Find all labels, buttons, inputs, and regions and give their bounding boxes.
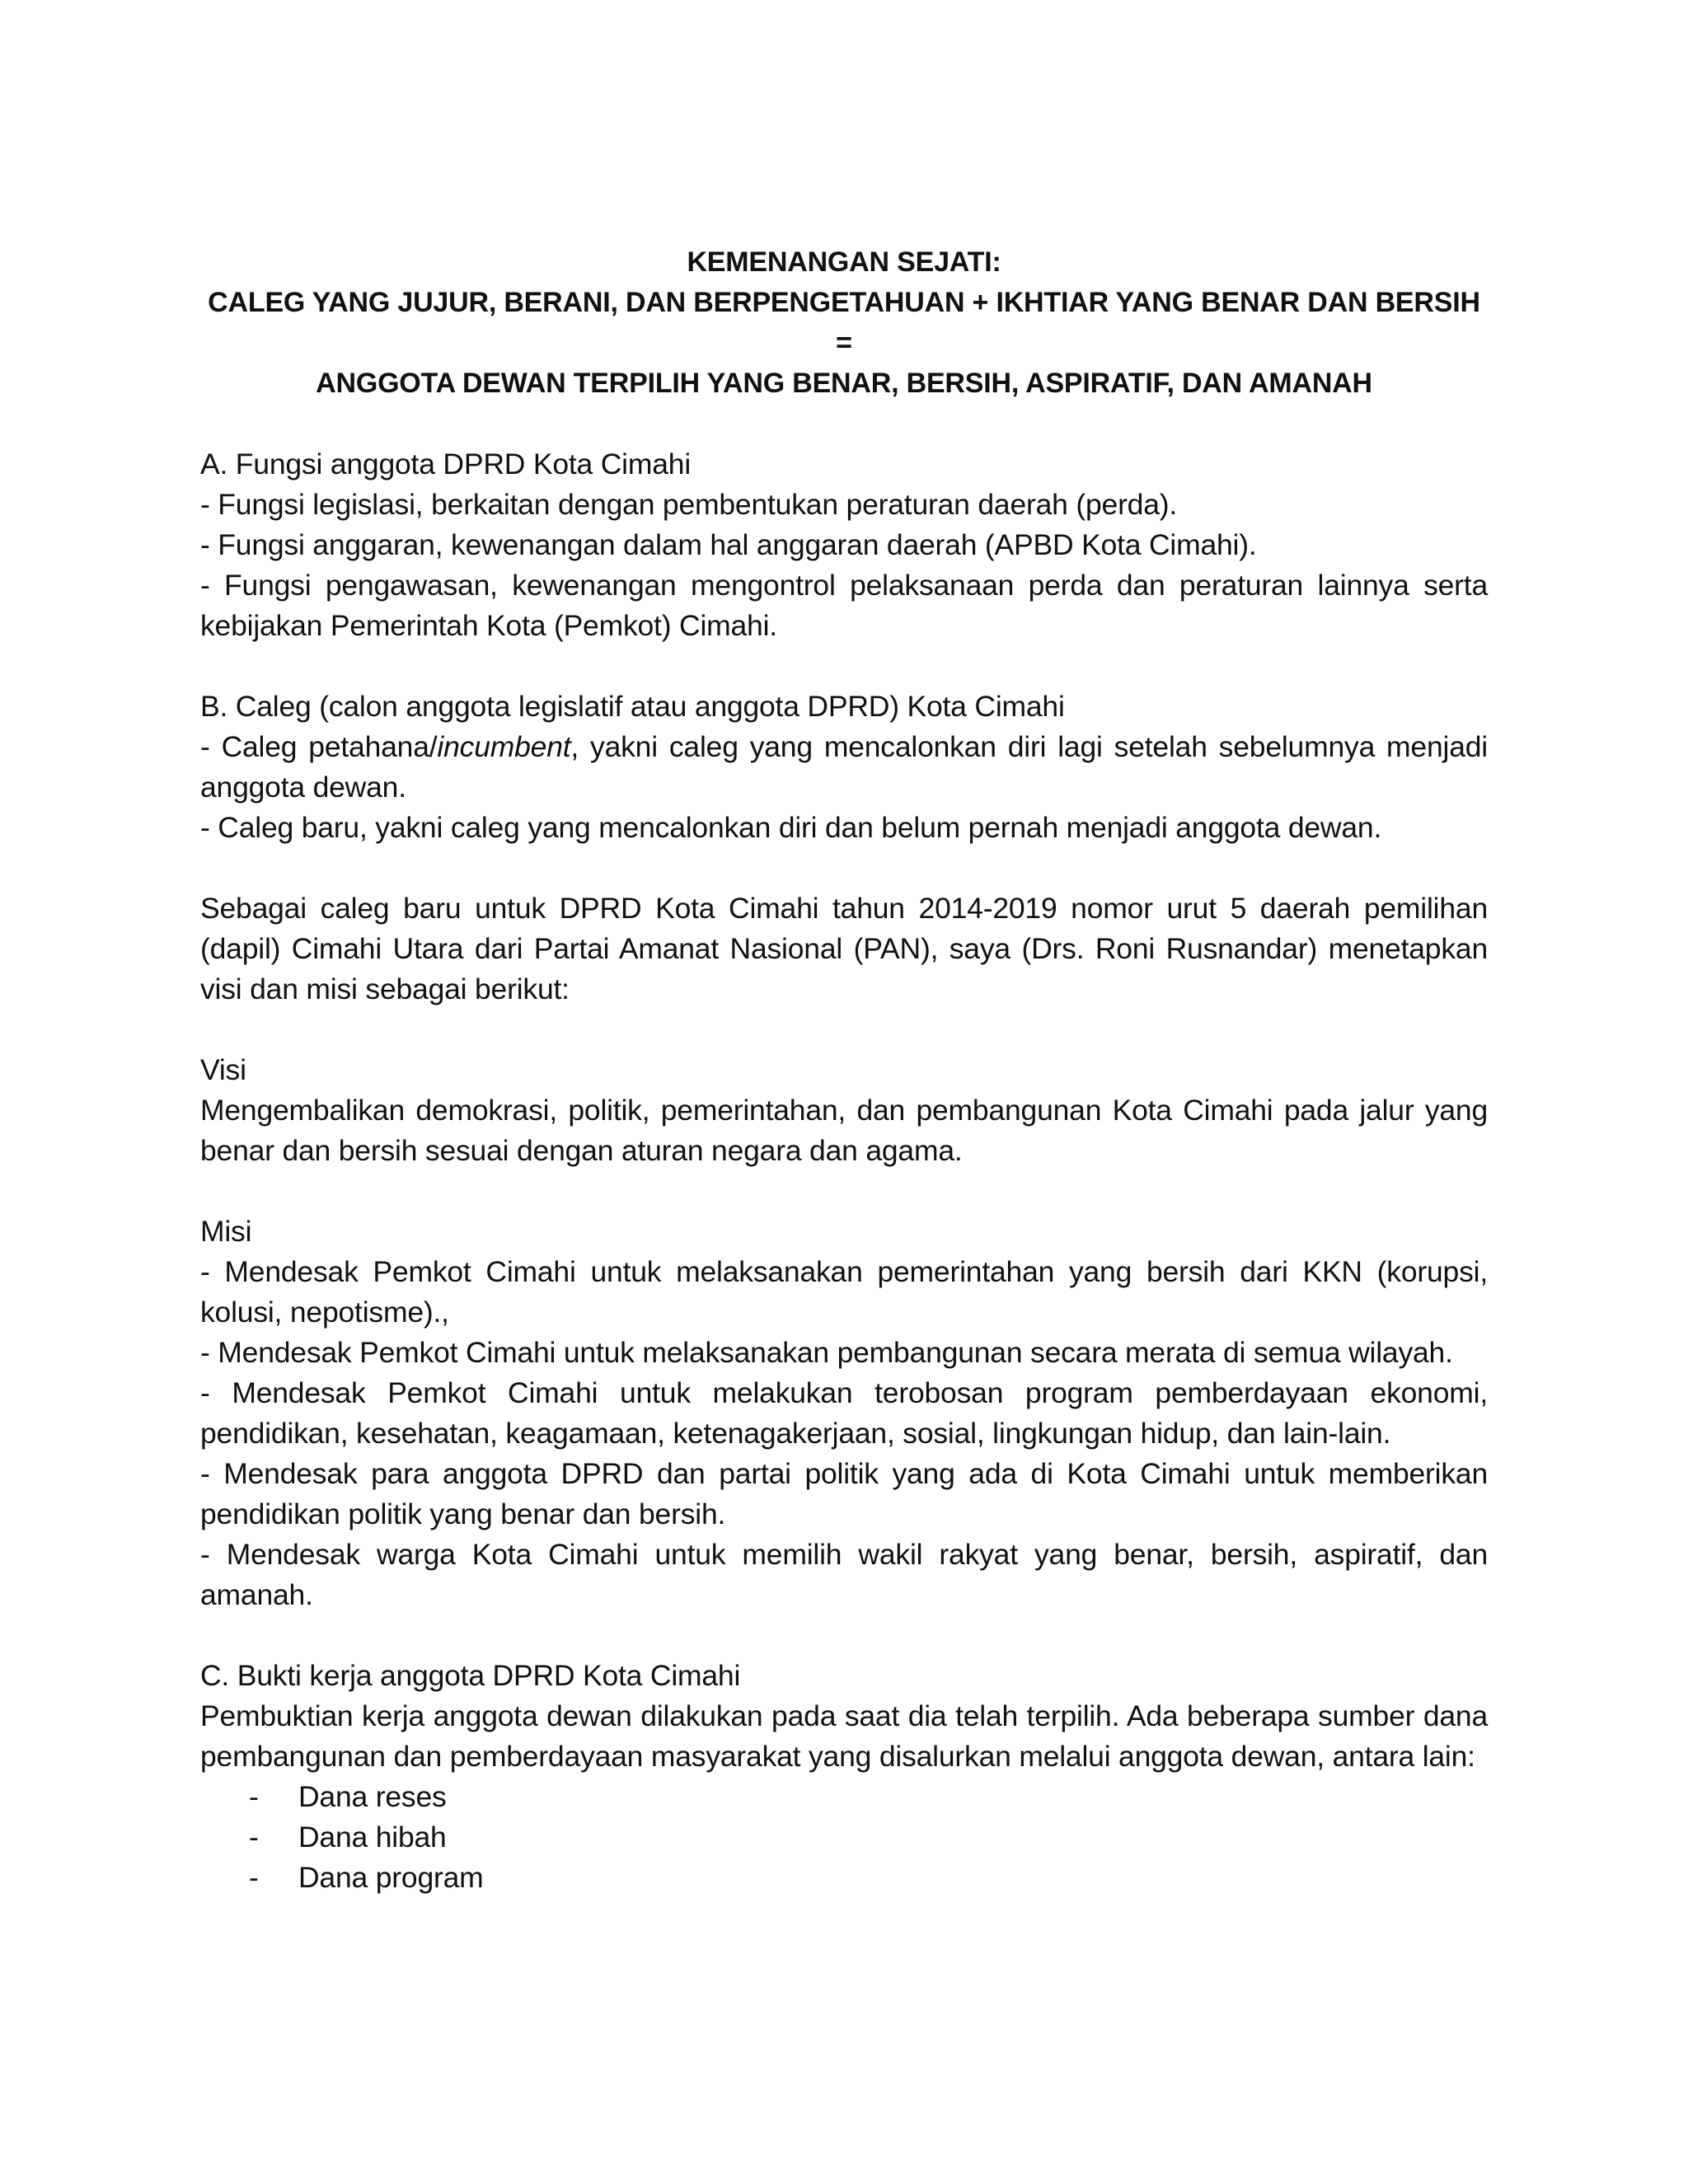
misi-item: - Mendesak Pemkot Cimahi untuk melaksanakan pemerintahan yang bersih dari KKN (korupsi, kolusi, nepotisme)., bbox=[200, 1255, 1488, 1329]
document-title-line-3: ANGGOTA DEWAN TERPILIH YANG BENAR, BERSIH, ASPIRATIF, DAN AMANAH bbox=[316, 368, 1372, 399]
intro-paragraph: Sebagai caleg baru untuk DPRD Kota Cimahi tahun 2014-2019 nomor urut 5 daerah pemilihan (dapil) Cimahi Utara dari Partai Amanat Nasional (PAN), saya (Drs. Roni Rusnandar) menetapkan visi dan misi sebagai berikut: bbox=[200, 892, 1488, 1005]
document-page bbox=[200, 242, 1488, 1898]
misi-item: - Mendesak warga Kota Cimahi untuk memilih wakil rakyat yang benar, bersih, aspiratif, dan amanah. bbox=[200, 1538, 1488, 1611]
document-title-line-2: CALEG YANG JUJUR, BERANI, DAN BERPENGETAHUAN + IKHTIAR YANG BENAR DAN BERSIH = bbox=[208, 287, 1480, 359]
section-c-heading: C. Bukti kerja anggota DPRD Kota Cimahi bbox=[200, 1659, 741, 1692]
misi-section bbox=[200, 1212, 1488, 1615]
list-dash: - bbox=[249, 1861, 259, 1894]
visi-text: Mengembalikan demokrasi, politik, pemerintahan, dan pembangunan Kota Cimahi pada jalur yang benar dan bersih sesuai dengan aturan negara dan agama. bbox=[200, 1094, 1488, 1167]
spacer bbox=[200, 1171, 1488, 1212]
section-b bbox=[200, 687, 1488, 848]
section-b-item-incumbent bbox=[200, 727, 1488, 808]
section-a-item: - Fungsi anggaran, kewenangan dalam hal anggaran daerah (APBD Kota Cimahi). bbox=[200, 528, 1257, 561]
section-a-item: - Fungsi pengawasan, kewenangan mengontrol pelaksanaan perda dan peraturan lainnya serta kebijakan Pemerintah Kota (Pemkot) Cimahi. bbox=[200, 569, 1488, 642]
visi-heading: Visi bbox=[200, 1053, 246, 1086]
spacer bbox=[200, 848, 1488, 888]
section-a-item: - Fungsi legislasi, berkaitan dengan pembentukan peraturan daerah (perda). bbox=[200, 488, 1178, 521]
spacer bbox=[200, 646, 1488, 687]
misi-item: - Mendesak para anggota DPRD dan partai politik yang ada di Kota Cimahi untuk memberikan pendidikan politik yang benar dan bersih. bbox=[200, 1457, 1488, 1530]
list-item-label: Dana hibah bbox=[298, 1821, 447, 1854]
list-item-label: Dana reses bbox=[298, 1780, 447, 1813]
section-a-heading: A. Fungsi anggota DPRD Kota Cimahi bbox=[200, 448, 692, 480]
section-b-item-prefix: - Caleg petahana/ bbox=[200, 730, 438, 763]
visi-section bbox=[200, 1050, 1488, 1171]
section-b-item-italic: incumbent bbox=[437, 730, 571, 763]
misi-heading: Misi bbox=[200, 1215, 252, 1248]
section-b-item-new: - Caleg baru, yakni caleg yang mencalonkan diri dan belum pernah menjadi anggota dewan. bbox=[200, 811, 1382, 844]
document-title-line-1: KEMENANGAN SEJATI: bbox=[687, 246, 1001, 278]
list-item bbox=[200, 1777, 1488, 1817]
section-c bbox=[200, 1656, 1488, 1898]
misi-item: - Mendesak Pemkot Cimahi untuk melakukan terobosan program pemberdayaan ekonomi, pendidikan, kesehatan, keagamaan, ketenagakerjaan, sosial, lingkungan hidup, dan lain-lain. bbox=[200, 1376, 1488, 1450]
section-a bbox=[200, 444, 1488, 646]
list-item-label: Dana program bbox=[298, 1861, 484, 1894]
misi-item: - Mendesak Pemkot Cimahi untuk melaksanakan pembangunan secara merata di semua wilayah. bbox=[200, 1336, 1453, 1369]
list-dash: - bbox=[249, 1780, 259, 1813]
list-item bbox=[200, 1858, 1488, 1898]
spacer bbox=[200, 404, 1488, 444]
section-c-text: Pembuktian kerja anggota dewan dilakukan pada saat dia telah terpilih. Ada beberapa sumber dana pembangunan dan pemberdayaan masyarakat yang disalurkan melalui anggota dewan, antara lain: bbox=[200, 1699, 1488, 1773]
list-dash: - bbox=[249, 1821, 259, 1854]
section-b-item-suffix: , yakni caleg yang mencalonkan diri lagi setelah sebelumnya menjadi anggota dewan. bbox=[200, 730, 1488, 804]
spacer bbox=[200, 1615, 1488, 1656]
spacer bbox=[200, 1010, 1488, 1050]
list-item bbox=[200, 1817, 1488, 1858]
funding-list bbox=[200, 1777, 1488, 1898]
section-b-heading: B. Caleg (calon anggota legislatif atau anggota DPRD) Kota Cimahi bbox=[200, 690, 1065, 723]
